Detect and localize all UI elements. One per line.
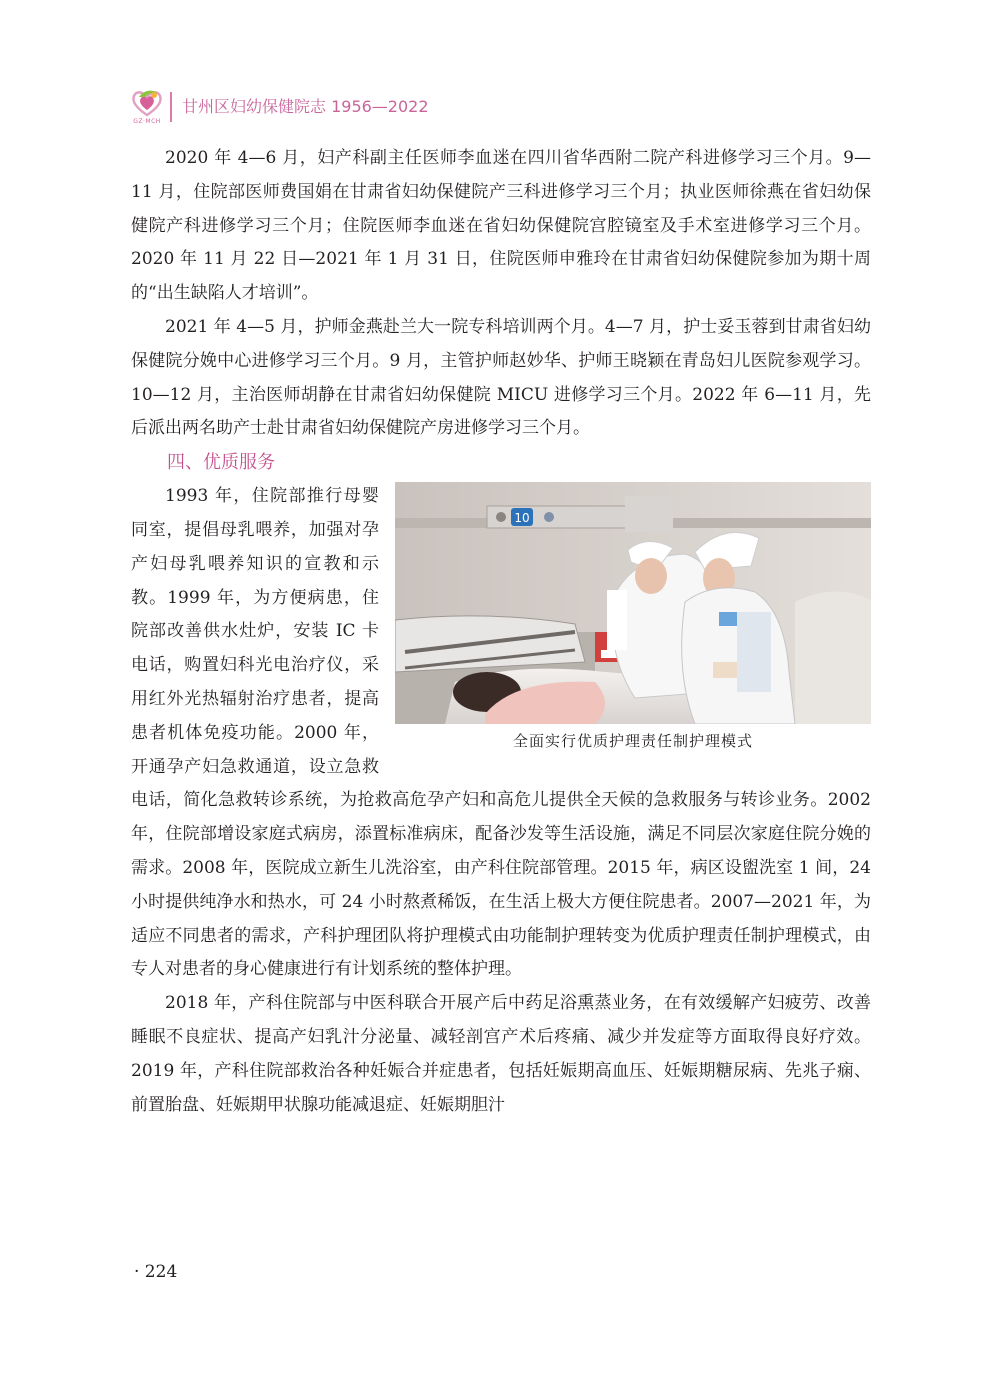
logo-caption: GZ·MCH [133,118,161,125]
header-divider [170,92,172,122]
paragraph-2021-training: 2021 年 4—5 月，护师金燕赴兰大一院专科培训两个月。4—7 月，护士妥玉蓉到甘肃省妇幼保健院分娩中心进修学习三个月。9 月，主管护师赵妙华、护师王晓颖在青岛妇儿医院参观学习。10—12 月，主治医师胡静在甘肃省妇幼保健院 MICU 进修学习三个月。2022 年 6—11 月，先后派出两名助产士赴甘肃省妇幼保健院产房进修学习三个月。 [131,316,871,439]
figure [395,482,871,758]
paragraph-2018-tcm: 2018 年，产科住院部与中医科联合开展产后中药足浴熏蒸业务，在有效缓解产妇疲劳、改善睡眠不良症状、提高产妇乳汁分泌量、减轻剖宫产术后疼痛、减少并发症等方面取得良好疗效。2019 年，产科住院部救治各种妊娠合并症患者，包括妊娠期高血压、妊娠期糖尿病、先兆子痫、前置胎盘、妊娠期甲状腺功能减退症、妊娠期胆汁 [131,993,871,1115]
bed-number: 10 [514,511,530,526]
figure-caption: 全面实行优质护理责任制护理模式 [512,732,753,751]
page-number: · 224 [134,1262,178,1282]
paragraph-2020-training: 2020 年 4—6 月，妇产科副主任医师李血迷在四川省华西附二院产科进修学习三个月。9—11 月，住院部医师费国娟在甘肃省妇幼保健院产三科进修学习三个月；执业医师徐燕在省妇幼保健院产科进修学习三个月；住院医师李血迷在省妇幼保健院宫腔镜室及手术室进修学习三个月。2020 年 11 月 22 日—2021 年 1 月 31 日，住院医师申雅玲在甘肃省妇幼保健院参加为期十周的“出生缺陷人才培训”。 [131,148,871,304]
nursing-photo [395,482,871,724]
paragraph-quality-service: 1993 年，住院部推行母婴同室，提倡母乳喂养，加强对孕产妇母乳喂养知识的宣教和示教。1999 年，为方便病患，住院部改善供水灶炉，安装 IC 卡电话，购置妇科光电治疗仪，采用红外光热辐射治疗患者，提高患者机体免疫功能。2000 年，开通孕产妇急救通道，设立急救电话，简化急救转诊系统，为抢救高危孕产妇和高危儿提供全天候的急救服务与转诊业务。2002 年，住院部增设家庭式病房，添置标准病床，配备沙发等生活设施，满足不同层次家庭住院分娩的需求。2008 年，医院成立新生儿洗浴室，由产科住院部管理。2015 年，病区设盥洗室 1 间，24 小时提供纯净水和热水，可 24 小时熬煮稀饭，在生活上极大方便住院患者。2007—2021 年，为适应不同患者的需求，产科护理团队将护理模式由功能制护理转变为优质护理责任制护理模式，由专人对患者的身心健康进行有计划系统的整体护理。 [131,486,871,980]
running-header [130,88,890,128]
section-heading: 四、优质服务 [167,452,275,474]
book-title: 甘州区妇幼保健院志 1956—2022 [182,97,429,116]
page-body [131,142,871,1122]
